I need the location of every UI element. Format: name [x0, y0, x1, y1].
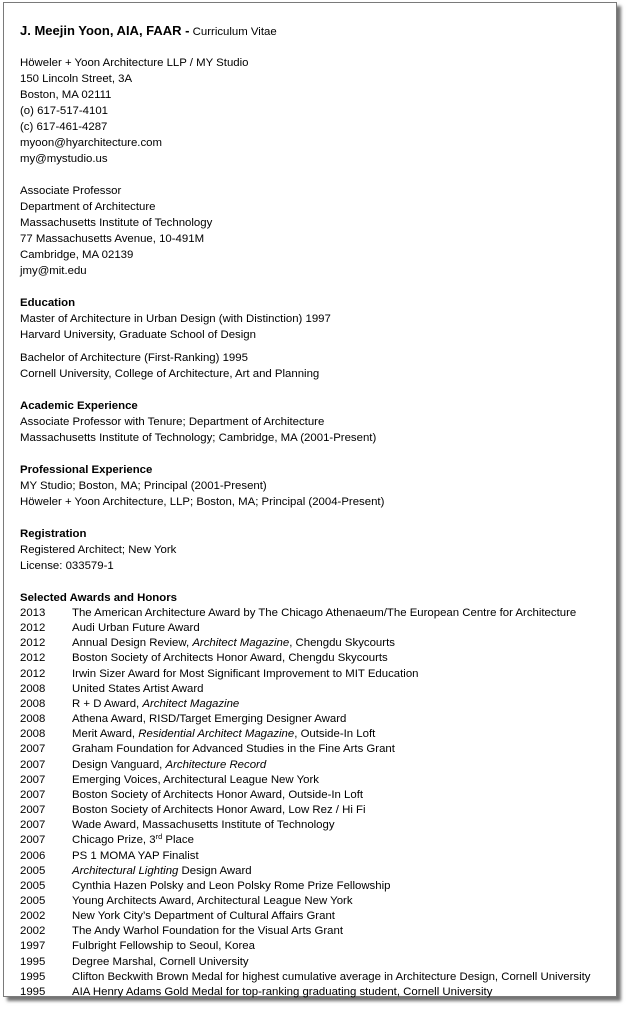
award-text: The American Architecture Award by The Chicago Athenaeum/The European Centre for Architecture [72, 607, 577, 619]
award-text: Cynthia Hazen Polsky and Leon Polsky Rome Prize Fellowship [72, 879, 391, 892]
education-section [20, 295, 612, 382]
award-publication: Architecture Record [165, 758, 267, 771]
award-text: Boston Society of Architects Honor Award, Outside-In Loft [72, 788, 364, 801]
award-text: The Andy Warhol Foundation for the Visual Arts Grant [72, 925, 343, 938]
award-year: 2007 [20, 773, 46, 786]
award-year: 2005 [20, 864, 46, 877]
award-text: Wade Award, Massachusetts Institute of Technology [72, 819, 335, 832]
award-text-suffix: Place [162, 834, 194, 847]
award-row [20, 773, 612, 788]
award-description [72, 818, 335, 833]
academic-title: Associate Professor [20, 185, 122, 197]
award-row [20, 864, 612, 879]
education-school-2: Cornell University, College of Architecture, Art and Planning [20, 368, 320, 380]
education-degree-1: Master of Architecture in Urban Design (with Distinction) 1997 [20, 313, 331, 325]
award-text: Clifton Beckwith Brown Medal for highest cumulative average in Architecture Design, Cornell University [72, 970, 591, 983]
office-city: Boston, MA 02111 [20, 89, 112, 101]
cv-content [20, 22, 612, 1000]
award-row [20, 727, 612, 742]
award-year: 2002 [20, 925, 46, 938]
award-year: 2008 [20, 728, 46, 741]
award-year: 2007 [20, 834, 46, 847]
registration-line: License: 033579-1 [20, 560, 114, 572]
award-text: Fulbright Fellowship to Seoul, Korea [72, 940, 255, 953]
award-description [72, 636, 395, 651]
award-publication: Architect Magazine [142, 697, 240, 710]
award-description [72, 939, 255, 954]
award-text: New York City’s Department of Cultural Affairs Grant [72, 910, 335, 923]
award-year: 2005 [20, 879, 46, 892]
award-row [20, 758, 612, 773]
cv-header [20, 22, 612, 41]
award-text: Irwin Sizer Award for Most Significant Improvement to MIT Education [72, 667, 419, 680]
award-description [72, 924, 343, 939]
professional-experience-line: Höweler + Yoon Architecture, LLP; Boston, MA; Principal (2004-Present) [20, 496, 385, 508]
award-row [20, 909, 612, 924]
education-degree-2: Bachelor of Architecture (First-Ranking) 1995 [20, 352, 248, 364]
award-row [20, 621, 612, 636]
award-year: 2012 [20, 667, 46, 680]
award-row [20, 970, 612, 985]
award-description [72, 742, 395, 757]
award-row [20, 712, 612, 727]
award-ordinal-suffix: rd [155, 832, 163, 842]
registration-section [20, 526, 612, 574]
award-row [20, 667, 612, 682]
award-description [72, 773, 319, 788]
award-year: 1995 [20, 985, 46, 998]
registration-heading: Registration [20, 528, 87, 540]
award-text: Annual Design Review, [72, 637, 193, 650]
award-year: 2005 [20, 894, 46, 907]
award-row [20, 879, 612, 894]
award-year: 2007 [20, 788, 46, 801]
award-description [72, 833, 194, 848]
document-subtitle: Curriculum Vitae [192, 26, 277, 38]
award-year: 2013 [20, 607, 46, 619]
award-row [20, 818, 612, 833]
award-description [72, 864, 252, 879]
award-text: PS 1 MOMA YAP Finalist [72, 849, 199, 862]
award-publication: Architect Magazine [192, 637, 290, 650]
academic-department: Department of Architecture [20, 201, 156, 213]
registration-line: Registered Architect; New York [20, 544, 177, 556]
award-publication: Architectural Lighting [72, 864, 179, 877]
academic-street: 77 Massachusetts Avenue, 10-491M [20, 233, 205, 245]
award-row [20, 924, 612, 939]
award-year: 2008 [20, 682, 46, 695]
award-description [72, 727, 375, 742]
office-name: Höweler + Yoon Architecture LLP / MY Studio [20, 57, 249, 69]
award-text: Boston Society of Architects Honor Award, Chengdu Skycourts [72, 652, 388, 665]
office-street: 150 Lincoln Street, 3A [20, 73, 133, 85]
person-name: J. Meejin Yoon, AIA, FAAR - [20, 23, 190, 38]
academic-experience-line: Massachusetts Institute of Technology; Cambridge, MA (2001-Present) [20, 432, 377, 444]
award-text-suffix: , Chengdu Skycourts [289, 637, 395, 650]
award-text: United States Artist Award [72, 682, 204, 695]
award-row [20, 636, 612, 651]
office-phone: (o) 617-517-4101 [20, 105, 109, 117]
award-year: 2007 [20, 804, 46, 817]
academic-experience-heading: Academic Experience [20, 400, 138, 412]
award-description [72, 879, 390, 894]
award-year: 2008 [20, 697, 46, 710]
award-description [72, 849, 199, 864]
award-text: Degree Marshal, Cornell University [72, 955, 249, 968]
award-description [72, 788, 363, 803]
award-year: 2007 [20, 743, 46, 756]
award-description [72, 651, 388, 666]
award-year: 2002 [20, 910, 46, 923]
award-row [20, 849, 612, 864]
academic-experience-section [20, 398, 612, 446]
academic-institution: Massachusetts Institute of Technology [20, 217, 213, 229]
award-year: 2007 [20, 758, 46, 771]
award-description [72, 909, 335, 924]
office-email: myoon@hyarchitecture.com [20, 137, 162, 149]
award-year: 2008 [20, 713, 46, 726]
award-description [72, 712, 346, 727]
award-description [72, 894, 353, 909]
academic-contact [20, 183, 612, 279]
cv-page [3, 2, 617, 997]
award-row [20, 803, 612, 818]
award-text: Emerging Voices, Architectural League New York [72, 773, 319, 786]
award-text-suffix: Design Award [178, 864, 252, 877]
professional-experience-heading: Professional Experience [20, 464, 153, 476]
award-description [72, 970, 591, 985]
award-publication: Residential Architect Magazine [138, 728, 295, 741]
award-text: AIA Henry Adams Gold Medal for top-ranking graduating student, Cornell University [72, 985, 493, 998]
award-row [20, 985, 612, 1000]
award-text-suffix: , Outside-In Loft [294, 728, 376, 741]
award-text: Audi Urban Future Award [72, 622, 200, 635]
award-text: Boston Society of Architects Honor Award, Low Rez / Hi Fi [72, 804, 366, 817]
award-row [20, 742, 612, 757]
award-row [20, 939, 612, 954]
award-row [20, 606, 612, 621]
award-year: 1995 [20, 955, 46, 968]
academic-city: Cambridge, MA 02139 [20, 249, 134, 261]
award-description [72, 955, 249, 970]
professional-experience-section [20, 462, 612, 510]
award-year: 2006 [20, 849, 46, 862]
award-year: 1997 [20, 940, 46, 953]
award-year: 2012 [20, 622, 46, 635]
academic-experience-line: Associate Professor with Tenure; Department of Architecture [20, 416, 325, 428]
award-year: 1995 [20, 970, 46, 983]
award-row [20, 833, 612, 848]
award-row [20, 894, 612, 909]
academic-email: jmy@mit.edu [20, 265, 87, 277]
award-description [72, 621, 200, 636]
award-description [72, 697, 239, 712]
award-row [20, 955, 612, 970]
award-row [20, 651, 612, 666]
award-text: Merit Award, [72, 728, 139, 741]
award-row [20, 788, 612, 803]
award-row [20, 697, 612, 712]
awards-heading: Selected Awards and Honors [20, 592, 177, 604]
education-school-1: Harvard University, Graduate School of Design [20, 329, 256, 341]
award-text: R + D Award, [72, 697, 143, 710]
award-text: Design Vanguard, [72, 758, 166, 771]
award-year: 2007 [20, 819, 46, 832]
education-heading: Education [20, 297, 76, 309]
award-text: Chicago Prize, 3 [72, 834, 156, 847]
office-contact [20, 55, 612, 167]
awards-list [20, 606, 612, 1000]
award-year: 2012 [20, 652, 46, 665]
award-row [20, 682, 612, 697]
award-description [72, 803, 366, 818]
award-description [72, 758, 266, 773]
cell-phone: (c) 617-461-4287 [20, 121, 108, 133]
award-year: 2012 [20, 637, 46, 650]
award-text: Young Architects Award, Architectural League New York [72, 894, 353, 907]
award-description [72, 606, 576, 621]
award-text: Athena Award, RISD/Target Emerging Designer Award [72, 713, 347, 726]
award-text: Graham Foundation for Advanced Studies in the Fine Arts Grant [72, 743, 395, 756]
award-description [72, 667, 419, 682]
award-description [72, 682, 203, 697]
awards-section [20, 590, 612, 1000]
award-description [72, 985, 492, 1000]
studio-email: my@mystudio.us [20, 153, 108, 165]
professional-experience-line: MY Studio; Boston, MA; Principal (2001-Present) [20, 480, 267, 492]
